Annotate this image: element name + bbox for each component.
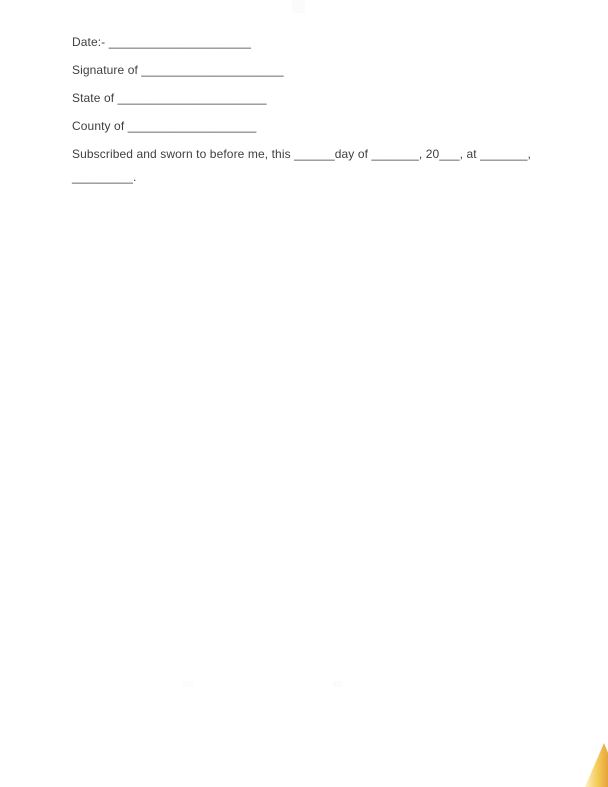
corner-accent-graphic: [578, 737, 608, 787]
date-line: Date:- _____________________: [72, 35, 251, 49]
scan-artifact: [292, 0, 305, 13]
state-line: State of ______________________: [72, 91, 267, 105]
notary-statement-line-1: Subscribed and sworn to before me, this ______day of _______, 20___, at _______,: [72, 147, 531, 161]
notary-statement: [72, 143, 572, 189]
scan-artifact: [183, 681, 193, 687]
signature-line: Signature of _____________________: [72, 63, 284, 77]
form-content: [72, 31, 572, 194]
county-line: County of ___________________: [72, 119, 257, 133]
notary-statement-line-2: _________.: [72, 170, 137, 184]
scan-artifact: [333, 681, 343, 687]
corner-accent-wedge: [585, 743, 608, 787]
